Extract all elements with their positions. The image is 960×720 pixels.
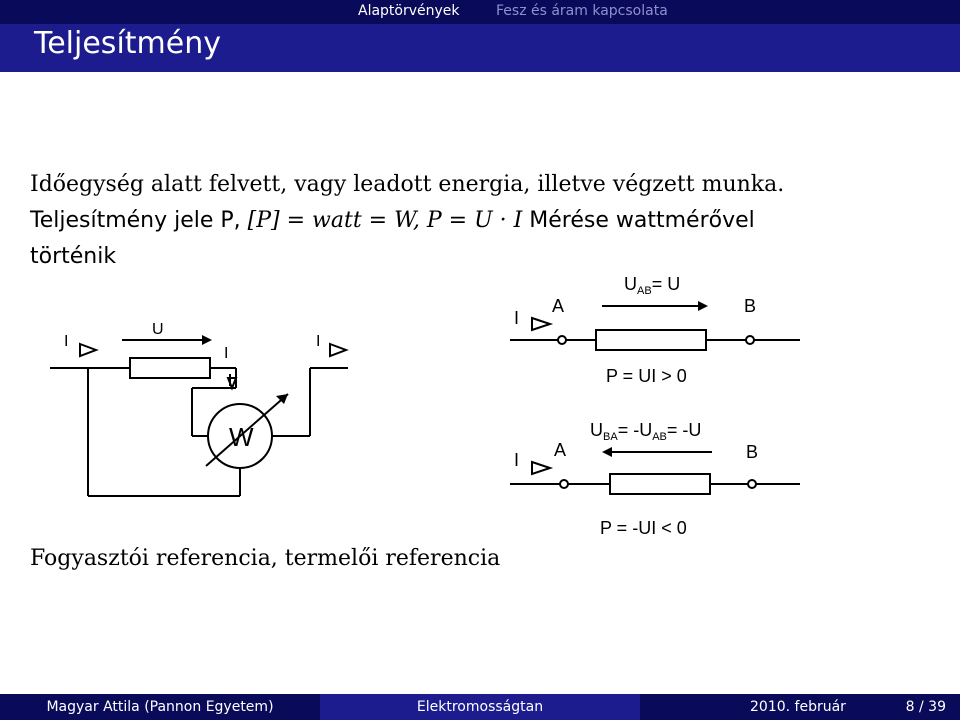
nav-section-inactive[interactable]: Fesz és áram kapcsolata [496,3,668,19]
power-negative: P = -UI < 0 [600,518,687,538]
node-a-top: A [552,296,565,316]
terminal-b-top [746,336,754,344]
label-current-left: I [64,333,69,350]
power-positive: P = UI > 0 [606,366,687,386]
meter-label: W [229,422,254,452]
voltage-label-bottom: $U_{BA}= -U_{AB}= -U$ [590,420,702,443]
node-b-top: B [744,296,757,316]
wattmeter-circuit-diagram [40,316,360,506]
definition-text: Időegység alatt felvett, vagy leadott energia, illetve végzett munka. [30,172,785,197]
current-arrow-top-icon [532,318,550,330]
symbol-line [30,208,755,233]
frame-title: Teljesítmény [34,26,221,61]
label-voltage: U [152,321,164,338]
current-arrow-right-icon [330,344,346,356]
section-navigation [0,0,960,24]
footer-date: 2010. február [750,699,846,715]
power-formula: [P] = watt = W, P = U · I [247,208,523,233]
current-label-bottom: I [514,450,520,470]
footer-author: Magyar Attila (Pannon Egyetem) [0,694,320,720]
current-arrow-bottom-icon [532,462,550,474]
slide-header [0,0,960,72]
slide-footer [0,694,960,720]
footer-course: Elektromosságtan [320,694,640,720]
terminal-a-top [558,336,566,344]
resistor-bottom [610,474,710,494]
current-label-top: I [514,308,520,328]
nav-section-active[interactable]: Alaptörvények [358,3,460,19]
footer-page-number[interactable]: 8 / 39 [905,699,946,715]
footer-info [640,694,960,720]
voltage-arrow-bottom-head [602,447,612,457]
symbol-prefix: Teljesítmény jele P, [30,208,248,233]
symbol-line-continued: történik [30,244,117,269]
label-current-mid: I [224,345,229,362]
current-coil [130,358,210,378]
symbol-suffix: Mérése wattmérővel [522,208,755,233]
reference-direction-diagram [500,266,820,556]
node-b-bottom: B [746,442,759,462]
terminal-b-bottom [748,480,756,488]
voltage-arrow-head [202,335,212,345]
voltage-arrow-top-head [698,301,708,311]
voltage-label-top: $U_{AB}= U$ [624,274,681,297]
node-a-bottom: A [554,440,567,460]
current-arrow-mid-icon [228,378,236,388]
generator-reference [510,420,800,538]
label-current-right: I [316,333,321,350]
current-arrow-left-icon [80,344,96,356]
consumer-reference [510,274,800,386]
reference-caption: Fogyasztói referencia, termelői referencia [30,546,501,571]
resistor-top [596,330,706,350]
terminal-a-bottom [560,480,568,488]
